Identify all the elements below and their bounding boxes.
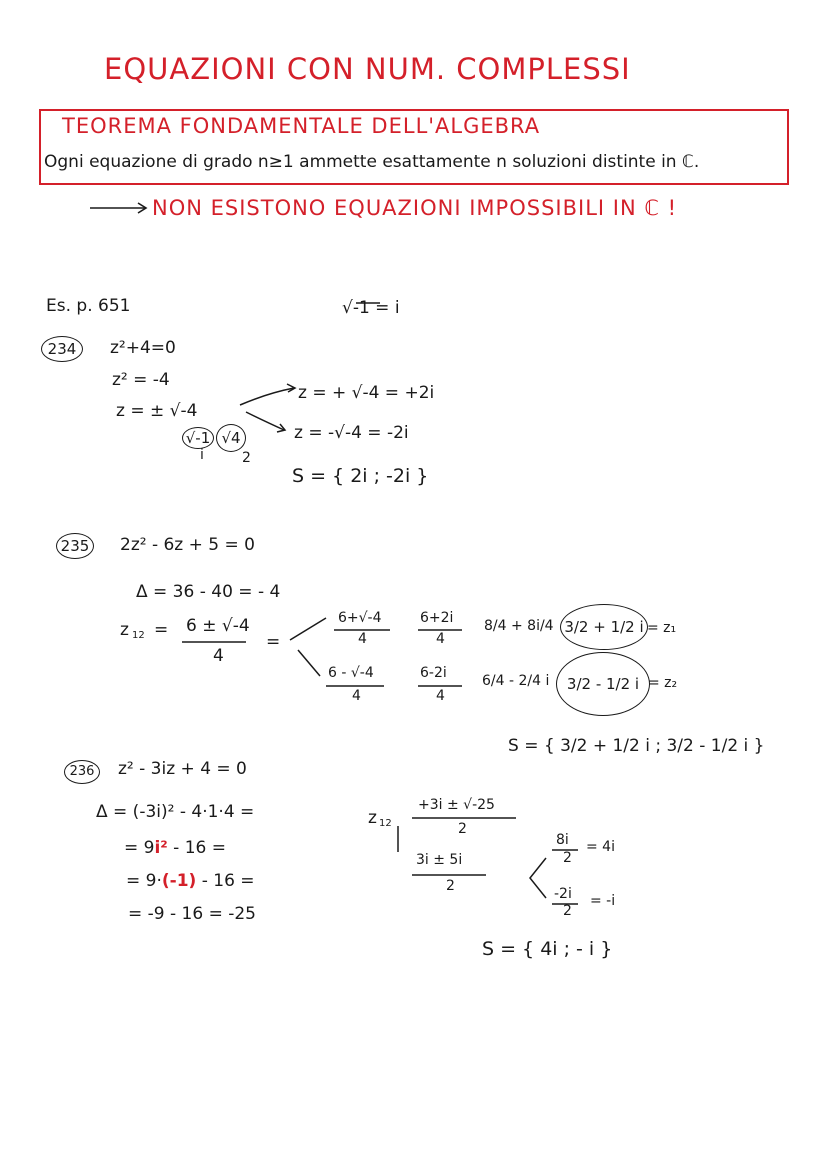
ex234-label-2: 2: [242, 450, 251, 466]
ex235-z1-circled: 3/2 + 1/2 i: [560, 604, 648, 650]
ex234-solution: S = { 2i ; -2i }: [292, 465, 429, 487]
ex235-branch1-num: 6+√-4: [338, 610, 382, 626]
ex235-z2-circled: 3/2 - 1/2 i: [556, 652, 650, 716]
ex235-solution: S = { 3/2 + 1/2 i ; 3/2 - 1/2 i }: [508, 736, 765, 756]
ex236-solution: S = { 4i ; - i }: [482, 938, 613, 960]
theorem-consequence: NON ESISTONO EQUAZIONI IMPOSSIBILI IN ℂ !: [152, 196, 678, 220]
exercise-number-236: 236: [64, 760, 100, 784]
ex236-delta-2-c: - 16 =: [167, 838, 226, 858]
ex235-branch1-num2: 6+2i: [420, 610, 454, 626]
theorem-heading: TEOREMA FONDAMENTALE DELL'ALGEBRA: [62, 114, 541, 138]
ex236-delta-2-b: i²: [154, 838, 168, 858]
ex236-z-sub: 12: [379, 818, 392, 829]
ex235-z1-label: = z₁: [647, 620, 677, 636]
ex236-result1-num: 8i: [556, 832, 569, 848]
ex236-delta-2-a: = 9: [124, 838, 155, 858]
ex236-delta-3-a: = 9·: [126, 871, 162, 891]
ex236-result2-den: 2: [563, 903, 572, 919]
ex236-result2-num: -2i: [554, 886, 572, 902]
ex236-frac2-num: 3i ± 5i: [416, 852, 463, 868]
ex236-delta-4: = -9 - 16 = -25: [128, 904, 256, 924]
ex236-equation: z² - 3iz + 4 = 0: [118, 759, 247, 779]
ex236-result1-den: 2: [563, 850, 572, 866]
ex235-fraction-num: 6 ± √-4: [186, 616, 250, 636]
ex235-z-label: z: [120, 620, 129, 640]
ex235-z2-label: = z₂: [648, 675, 678, 691]
ex235-branch1-step: 8/4 + 8i/4: [484, 618, 554, 634]
ex234-result-1: z = + √-4 = +2i: [298, 383, 435, 403]
exercise-reference: Es. p. 651: [46, 296, 131, 316]
ex235-branch2-den: 4: [352, 688, 361, 704]
ex236-delta-3-b: (-1): [161, 871, 197, 891]
ex234-line-1: z²+4=0: [110, 338, 176, 358]
ex236-delta-1: Δ = (-3i)² - 4·1·4 =: [96, 802, 255, 822]
exercise-number-234: 234: [41, 336, 83, 362]
ex234-root-neg1: √-1: [182, 427, 214, 449]
ex235-eq-sign-2: =: [266, 632, 281, 652]
ex236-frac1-den: 2: [458, 821, 467, 837]
ex236-delta-3-c: - 16 =: [196, 871, 255, 891]
ex234-line-3: z = ± √-4: [116, 401, 198, 421]
ex236-result1-value: = 4i: [586, 839, 615, 855]
ex236-frac1-num: +3i ± √-25: [418, 797, 495, 813]
ex235-fraction-den: 4: [213, 646, 224, 666]
imaginary-unit-identity: √-1 = i: [342, 298, 400, 318]
ex235-branch2-step: 6/4 - 2/4 i: [482, 673, 550, 689]
ex235-z-sub: 12: [132, 630, 145, 641]
ex235-eq-sign: =: [154, 620, 169, 640]
ex236-frac2-den: 2: [446, 878, 455, 894]
ex234-root-4: √4: [216, 424, 246, 452]
ex236-z-label: z: [368, 808, 377, 828]
ex235-branch1-den: 4: [358, 631, 367, 647]
ex234-result-2: z = -√-4 = -2i: [294, 423, 409, 443]
page-title: EQUAZIONI CON NUM. COMPLESSI: [104, 52, 631, 86]
theorem-statement: Ogni equazione di grado n≥1 ammette esattamente n soluzioni distinte in ℂ.: [44, 152, 700, 172]
ex235-branch2-num2: 6-2i: [420, 665, 447, 681]
ex235-branch1-den2: 4: [436, 631, 445, 647]
ex235-branch2-den2: 4: [436, 688, 445, 704]
exercise-number-235: 235: [56, 533, 94, 559]
ex236-result2-value: = -i: [590, 893, 616, 909]
ex234-line-2: z² = -4: [112, 370, 170, 390]
ex234-label-i: i: [200, 447, 204, 463]
ex235-delta: Δ = 36 - 40 = - 4: [136, 582, 281, 602]
ex235-equation: 2z² - 6z + 5 = 0: [120, 535, 255, 555]
ex235-branch2-num: 6 - √-4: [328, 665, 374, 681]
